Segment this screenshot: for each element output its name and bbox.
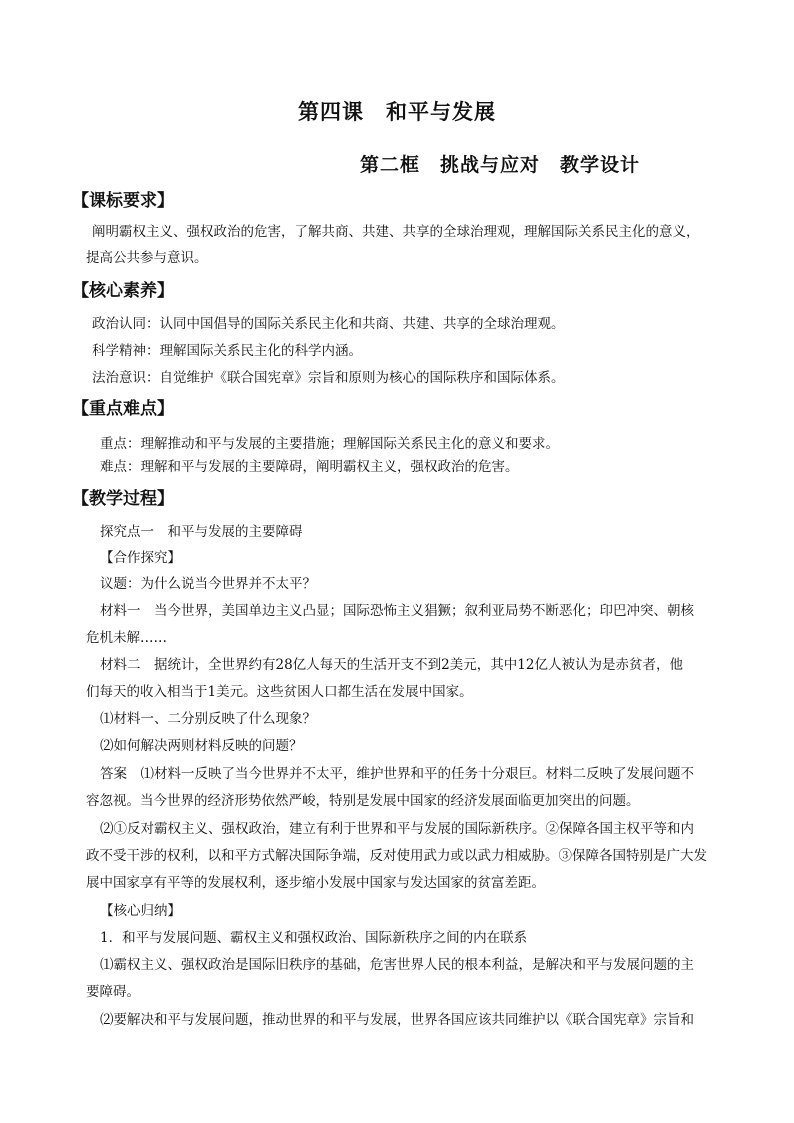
document-title: 第四课 和平与发展 [298,99,496,124]
paragraph-line: 重点：理解推动和平与发展的主要措施；理解国际关系民主化的意义和要求。 [100,436,559,452]
paragraph-line: 法治意识：自觉维护《联合国宪章》宗旨和原则为核心的国际秩序和国际体系。 [92,370,565,386]
paragraph-line: 提高公共参与意识。 [86,250,208,266]
paragraph-line: 难点：理解和平与发展的主要障碍，阐明霸权主义，强权政治的危害。 [100,459,519,475]
paragraph-line: 们每天的收入相当于1美元。这些贫困人口都生活在发展中国家。 [86,684,473,700]
paragraph-line: 【合作探究】 [100,550,181,566]
paragraph-line: ⑴材料一、二分别反映了什么现象？ [100,711,316,727]
paragraph-line: 政不受干涉的权利，以和平方式解决国际争端，反对使用武力或以武力相威胁。③保障各国特别是广大发 [86,848,707,864]
paragraph-line: 容忽视。当今世界的经济形势依然严峻，特别是发展中国家的经济发展面临更加突出的问题。 [86,793,640,809]
paragraph-line: 1．和平与发展问题、霸权主义和强权政治、国际新秩序之间的内在联系 [100,930,528,946]
paragraph-line: 危机未解…… [86,630,167,646]
paragraph-line: 议题：为什么说当今世界并不太平？ [100,576,316,592]
paragraph-line: 【核心归纳】 [100,903,181,919]
paragraph-line: 阐明霸权主义、强权政治的危害，了解共商、共建、共享的全球治理观，理解国际关系民主化的意义， [92,224,700,240]
paragraph-line: ⑴霸权主义、强权政治是国际旧秩序的基础，危害世界人民的根本利益，是解决和平与发展问题的主 [100,957,694,973]
paragraph-line: 答案 ⑴材料一反映了当今世界并不太平，维护世界和平的任务十分艰巨。材料二反映了发展问题不 [100,766,694,782]
paragraph-line: 材料一 当今世界，美国单边主义凸显；国际恐怖主义猖獗；叙利亚局势不断恶化；印巴冲突、朝核 [100,603,694,619]
paragraph-line: 科学精神：理解国际关系民主化的科学内涵。 [92,343,362,359]
section-heading-key-points: 【重点难点】 [72,399,174,419]
paragraph-line: 要障碍。 [86,984,140,1000]
paragraph-line: ⑵如何解决两则材料反映的问题？ [100,738,303,754]
section-heading-teaching-process: 【教学过程】 [72,489,174,509]
section-heading-core-literacy: 【核心素养】 [72,281,174,301]
paragraph-line: ⑵要解决和平与发展问题，推动世界的和平与发展，世界各国应该共同维护以《联合国宪章》宗旨和 [100,1012,694,1028]
paragraph-line: ⑵①反对霸权主义、强权政治，建立有利于世界和平与发展的国际新秩序。②保障各国主权平等和内 [100,821,694,837]
document-subtitle: 第二框 挑战与应对 教学设计 [359,154,640,176]
paragraph-line: 展中国家享有平等的发展权利，逐步缩小发展中国家与发达国家的贫富差距。 [86,875,545,891]
paragraph-line: 政治认同：认同中国倡导的国际关系民主化和共商、共建、共享的全球治理观。 [92,316,565,332]
section-heading-curriculum: 【课标要求】 [72,191,174,211]
paragraph-line: 材料二 据统计，全世界约有28亿人每天的生活开支不到2美元，其中12亿人被认为是赤贫者，他 [100,657,683,673]
paragraph-line: 探究点一 和平与发展的主要障碍 [100,524,303,540]
